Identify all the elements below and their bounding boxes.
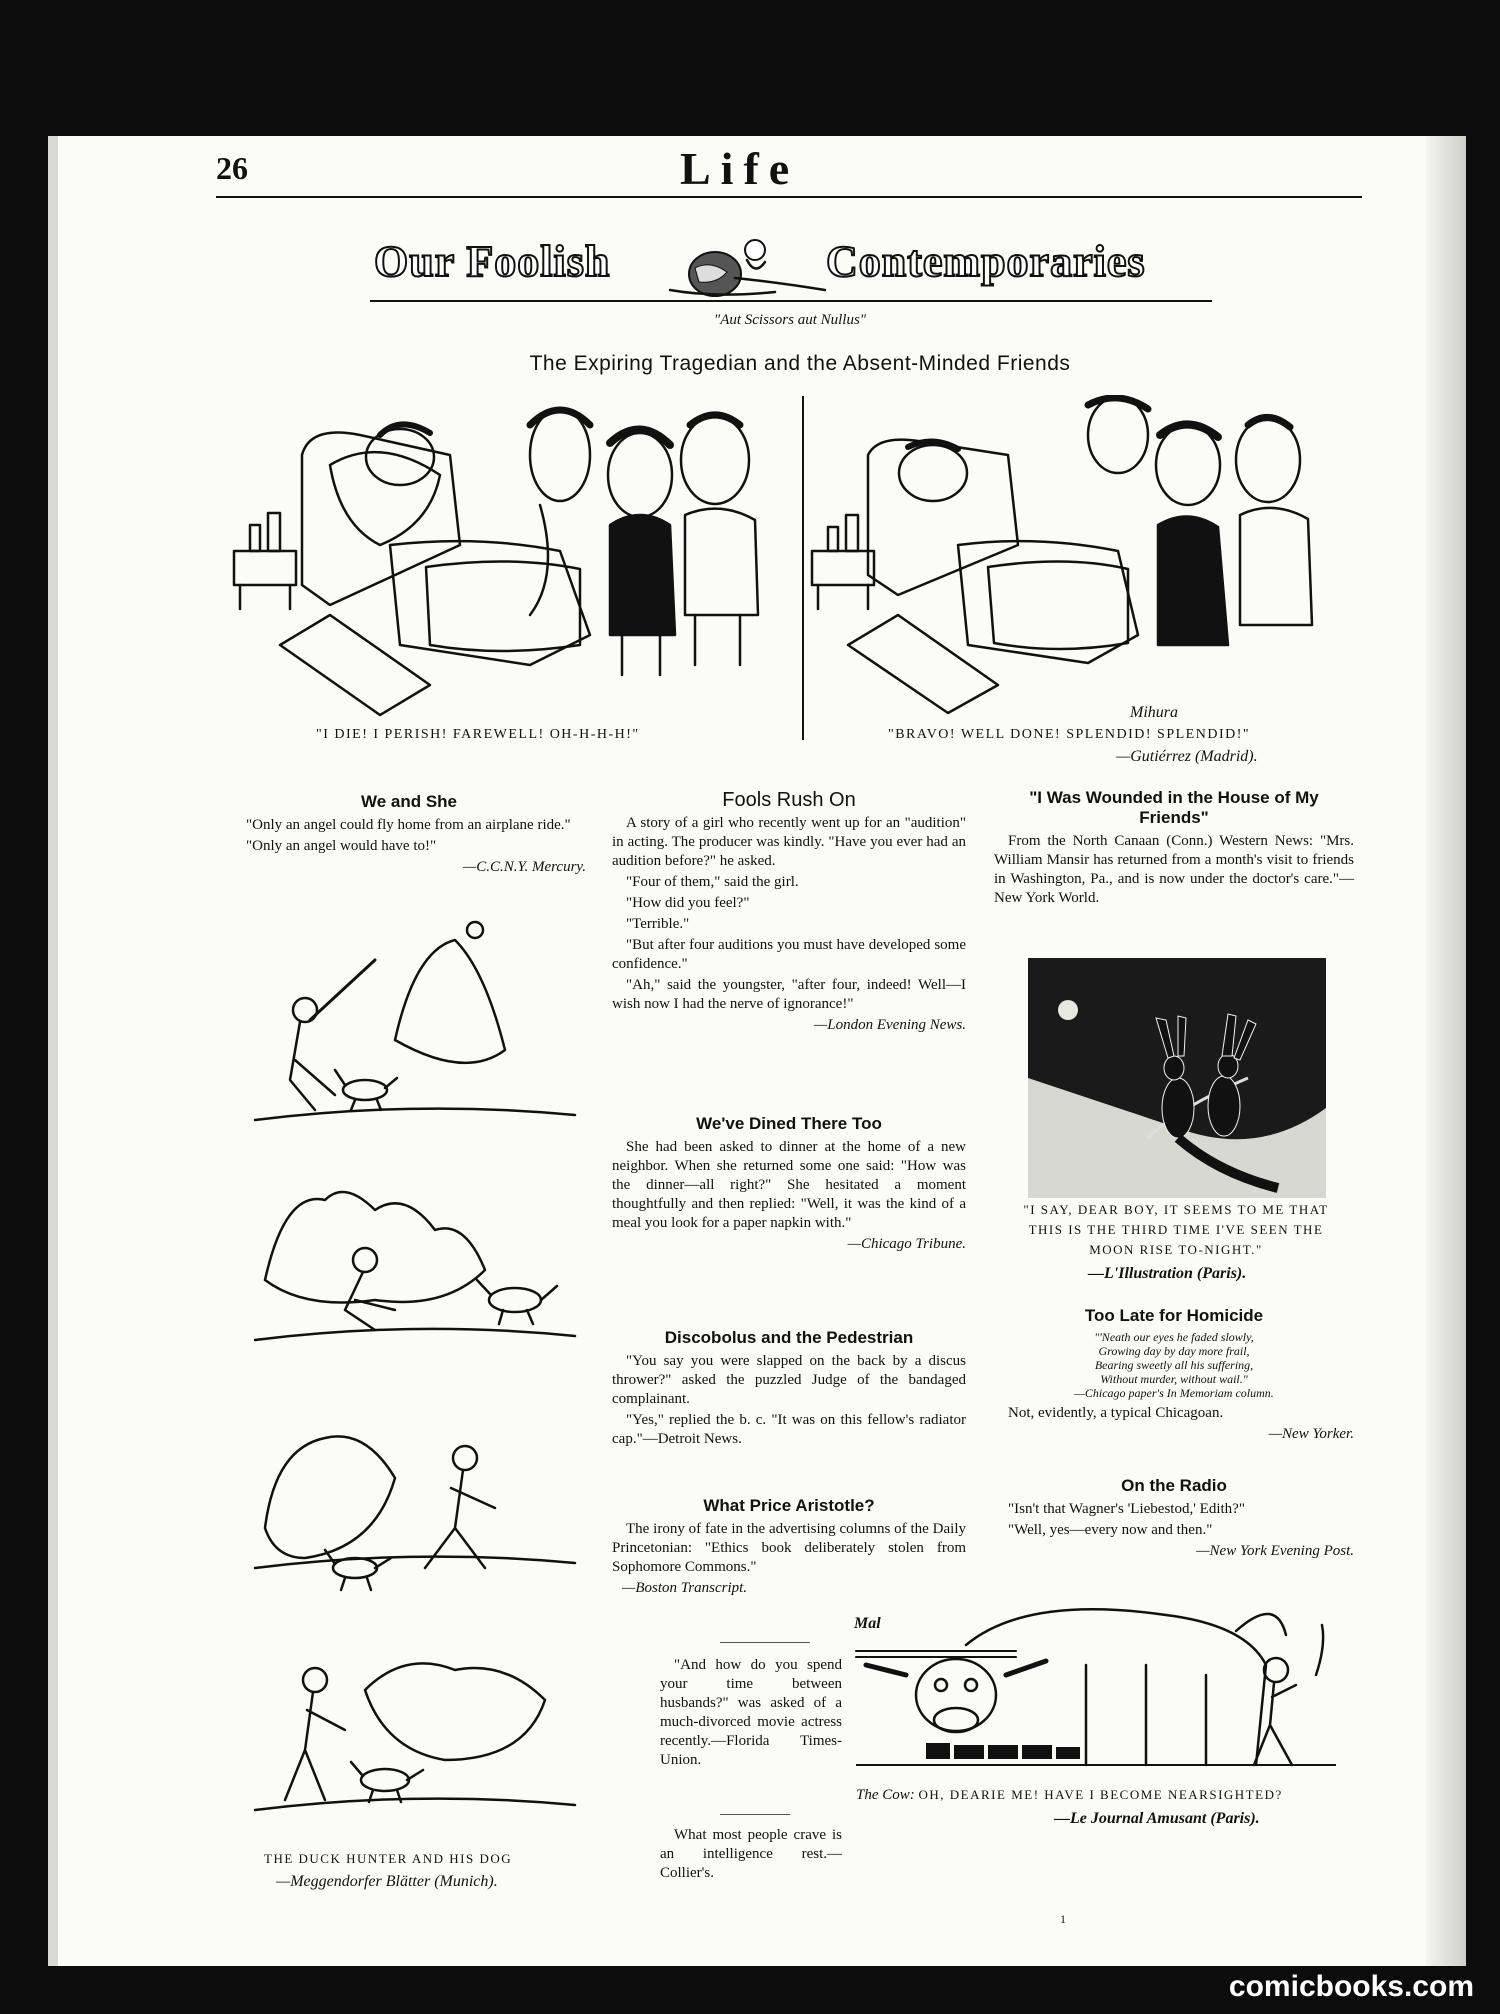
wounded-title: "I Was Wounded in the House of My Friends" <box>1029 788 1319 827</box>
rule-2 <box>720 1814 790 1815</box>
cow-caption-label: The Cow: <box>856 1787 915 1803</box>
cartoon-credit: —Gutiérrez (Madrid). <box>1116 748 1258 765</box>
article-discobolus <box>612 1328 966 1451</box>
dined-there-p1: She had been asked to dinner at the home of a new neighbor. When she returned some one said: "How was the dinner—all right?" She hesitated a moment thoughtfully and then replied: "Well, it was the kind of a meal you look for a paper napkin with." <box>612 1139 966 1231</box>
page-number: 26 <box>216 150 248 186</box>
fools-rush-on-p6: "Ah," said the youngster, "after four, indeed! Well—I wish now I had the nerve of ignorance!" <box>612 977 966 1012</box>
article-fools-rush-on <box>612 790 966 1037</box>
fools-rush-on-title: Fools Rush On <box>722 789 856 811</box>
right-cartoon-signature: Mihura <box>1130 704 1178 721</box>
fools-rush-on-p3: "How did you feel?" <box>626 895 750 911</box>
homicide-poem-line1: "'Neath our eyes he faded slowly, <box>1094 1330 1254 1344</box>
left-cartoon-caption: "I DIE! I PERISH! FAREWELL! OH-H-H-H!" <box>316 727 640 742</box>
page-gutter <box>1426 136 1466 1966</box>
watermark: comicbooks.com <box>1228 1970 1474 2003</box>
article-dined-there <box>612 1114 966 1256</box>
article-homicide <box>994 1306 1354 1446</box>
homicide-poem-source: —Chicago paper's In Memoriam column. <box>1074 1386 1274 1400</box>
we-and-she-line1: "Only an angel could fly home from an airplane ride." <box>246 817 571 833</box>
duck-hunter-illustration-2 <box>245 1160 585 1360</box>
cow-signature: Mal <box>854 1615 881 1632</box>
cartoon-divider <box>802 396 804 740</box>
article-wounded <box>994 788 1354 910</box>
homicide-poem-line3: Bearing sweetly all his suffering, <box>1094 1358 1254 1372</box>
article-rest <box>660 1826 842 1885</box>
page-footer-mark: 1 <box>1060 1912 1066 1926</box>
we-and-she-line2: "Only an angel would have to!" <box>246 838 437 854</box>
dined-there-title: We've Dined There Too <box>696 1114 882 1133</box>
rabbits-source: —L'Illustration (Paris). <box>1088 1265 1247 1282</box>
masthead: Life <box>680 143 800 194</box>
duck-hunter-illustration-4 <box>245 1640 585 1820</box>
applauding-friends-illustration <box>808 395 1358 725</box>
wounded-p1: From the North Canaan (Conn.) Western News: "Mrs. William Mansir has returned from a month's visit to friends in Washington, Pa., and is now under the doctor's care."—New York World. <box>994 833 1354 906</box>
cherub-globe-icon <box>655 232 830 302</box>
rabbits-moon-illustration <box>1028 958 1326 1198</box>
fools-rush-on-source: —London Evening News. <box>813 1017 966 1033</box>
title-rule <box>370 300 1212 302</box>
husbands-p1: "And how do you spend your time between husbands?" was asked of a much-divorced movie actress recently.—Florida Times-Union. <box>660 1657 842 1768</box>
article-radio <box>994 1476 1354 1563</box>
fools-rush-on-p5: "But after four auditions you must have developed some confidence." <box>612 937 966 972</box>
aristotle-source: —Boston Transcript. <box>622 1580 748 1596</box>
dined-there-source: —Chicago Tribune. <box>847 1236 966 1252</box>
aristotle-p1: The irony of fate in the advertising columns of the Daily Princetonian: "Ethics book deliberately stolen from Sophomore Commons." <box>612 1521 966 1575</box>
rest-p1: What most people crave is an intelligence rest.—Collier's. <box>660 1827 842 1881</box>
we-and-she-source: —C.C.N.Y. Mercury. <box>462 859 586 875</box>
duck-hunter-illustration-1 <box>245 910 585 1130</box>
nearsighted-cow-illustration <box>846 1605 1346 1775</box>
right-cartoon-caption: "BRAVO! WELL DONE! SPLENDID! SPLENDID!" <box>888 727 1251 742</box>
feature-title-left: Our Foolish <box>374 237 611 286</box>
radio-title: On the Radio <box>1121 1476 1227 1495</box>
article-aristotle <box>612 1496 966 1598</box>
article-we-and-she <box>232 792 586 879</box>
feature-title-right: Contemporaries <box>826 237 1146 286</box>
cartoon-title: The Expiring Tragedian and the Absent-Minded Friends <box>529 352 1071 375</box>
radio-p1: "Isn't that Wagner's 'Liebestod,' Edith?" <box>1008 1501 1245 1517</box>
fools-rush-on-p4: "Terrible." <box>626 916 690 932</box>
homicide-title: Too Late for Homicide <box>1084 1306 1264 1325</box>
duck-hunter-illustration-3 <box>245 1418 585 1613</box>
cow-source: —Le Journal Amusant (Paris). <box>1054 1810 1260 1827</box>
homicide-source: —New Yorker. <box>1268 1426 1354 1442</box>
radio-source: —New York Evening Post. <box>1196 1543 1354 1559</box>
cow-caption-text: OH, DEARIE ME! HAVE I BECOME NEARSIGHTED? <box>918 1787 1283 1802</box>
homicide-poem-line2: Growing day by day more frail, <box>1098 1344 1250 1358</box>
we-and-she-title: We and She <box>360 792 458 811</box>
aristotle-title: What Price Aristotle? <box>703 1496 875 1515</box>
cow-caption-line <box>856 1787 1283 1804</box>
page-spine <box>48 136 58 1966</box>
discobolus-p1: "You say you were slapped on the back by a discus thrower?" asked the puzzled Judge of the bandaged complainant. <box>612 1353 966 1407</box>
discobolus-title: Discobolus and the Pedestrian <box>664 1328 914 1347</box>
header-rule <box>216 196 1362 198</box>
duck-hunter-caption: THE DUCK HUNTER AND HIS DOG <box>264 1851 513 1866</box>
feature-motto: "Aut Scissors aut Nullus" <box>713 312 867 328</box>
discobolus-p2: "Yes," replied the b. c. "It was on this fellow's radiator cap."—Detroit News. <box>612 1412 966 1447</box>
article-husbands <box>660 1656 842 1772</box>
duck-hunter-source: —Meggendorfer Blätter (Munich). <box>276 1873 498 1890</box>
homicide-poem-line4: Without murder, without wail." <box>1100 1372 1248 1386</box>
dying-tragedian-illustration <box>230 395 790 725</box>
radio-p2: "Well, yes—every now and then." <box>1008 1522 1213 1538</box>
fools-rush-on-p1: A story of a girl who recently went up for an "audition" in acting. The producer was kindly. "Have you ever had an audition before?" he asked. <box>612 815 966 869</box>
rabbits-caption: "I SAY, DEAR BOY, IT SEEMS TO ME THAT THIS IS THE THIRD TIME I'VE SEEN THE MOON RISE TO-NIGHT." <box>1023 1202 1329 1257</box>
homicide-p1: Not, evidently, a typical Chicagoan. <box>1008 1405 1224 1421</box>
rule-1 <box>720 1642 810 1643</box>
fools-rush-on-p2: "Four of them," said the girl. <box>626 874 799 890</box>
